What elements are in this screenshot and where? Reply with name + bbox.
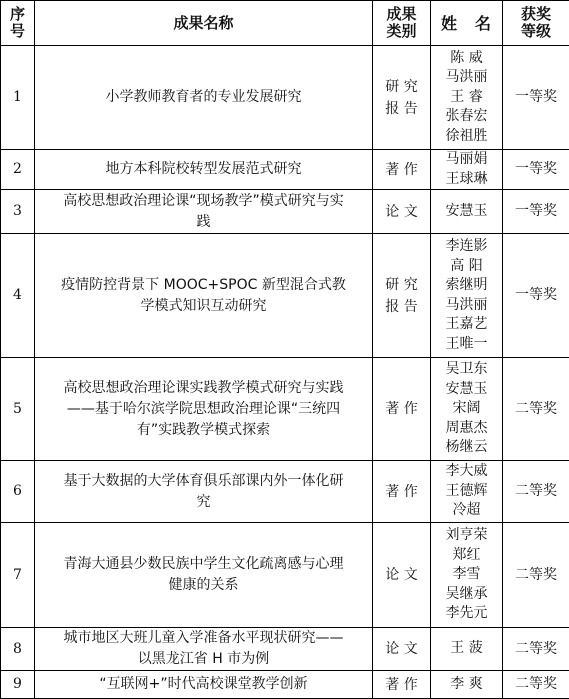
row-title: 青海大通县少数民族中学生文化疏离感与心理健康的关系 (35, 523, 373, 628)
row-award: 二等奖 (503, 671, 569, 699)
row-title: 高校思想政治理论课“现场教学”模式研究与实践 (35, 190, 373, 234)
person-name: 宋阔 (431, 399, 502, 419)
row-people (431, 150, 503, 190)
category-line: 研 究 (373, 274, 430, 296)
person-name: 冷超 (431, 501, 502, 521)
row-title: 地方本科院校转型发展范式研究 (35, 150, 373, 190)
category-line: 著 作 (373, 398, 430, 420)
row-people (431, 461, 503, 523)
person-name: 安慧玉 (431, 380, 502, 400)
table-row (1, 358, 569, 461)
person-name: 刘亨荣 (431, 526, 502, 546)
row-category (373, 358, 431, 461)
row-seq: 8 (1, 628, 35, 671)
table-row (1, 461, 569, 523)
header-category-line-1: 成果 (373, 6, 430, 23)
row-award: 一等奖 (503, 234, 569, 358)
person-name: 索继明 (431, 276, 502, 296)
table-row (1, 150, 569, 190)
row-category (373, 234, 431, 358)
row-award: 二等奖 (503, 628, 569, 671)
row-category (373, 523, 431, 628)
row-title: 疫情防控背景下 MOOC+SPOC 新型混合式教学模式知识互动研究 (35, 234, 373, 358)
person-name: 马丽娟 (431, 150, 502, 170)
row-award: 二等奖 (503, 461, 569, 523)
person-name: 吴卫东 (431, 360, 502, 380)
table-row (1, 190, 569, 234)
person-name: 李先元 (431, 604, 502, 624)
header-category-line-2: 类别 (373, 23, 430, 40)
person-name: 张春宏 (431, 107, 502, 127)
person-name: 郑红 (431, 546, 502, 566)
row-category (373, 150, 431, 190)
row-title: 高校思想政治理论课实践教学模式研究与实践——基于哈尔滨学院思想政治理论课“三统四有”实践教学模式探索 (35, 358, 373, 461)
row-award: 一等奖 (503, 150, 569, 190)
row-people (431, 46, 503, 150)
person-name: 王球琳 (431, 170, 502, 190)
row-seq: 9 (1, 671, 35, 699)
person-name: 王唯一 (431, 335, 502, 355)
row-people (431, 358, 503, 461)
person-name: 李雪 (431, 565, 502, 585)
row-seq: 7 (1, 523, 35, 628)
row-title: “互联网+”时代高校课堂教学创新 (35, 671, 373, 699)
category-line: 著 作 (373, 481, 430, 503)
person-name: 李连影 (431, 237, 502, 257)
person-name: 马洪丽 (431, 68, 502, 88)
person-name: 李大威 (431, 462, 502, 482)
person-name: 徐祖胜 (431, 127, 502, 147)
category-line: 著 作 (373, 674, 430, 696)
table-row (1, 46, 569, 150)
row-category (373, 190, 431, 234)
row-seq: 3 (1, 190, 35, 234)
header-name: 姓 名 (431, 1, 503, 46)
header-title: 成果名称 (35, 1, 373, 46)
table-row (1, 234, 569, 358)
row-title: 小学教师教育者的专业发展研究 (35, 46, 373, 150)
person-name: 周惠杰 (431, 419, 502, 439)
row-seq: 2 (1, 150, 35, 190)
person-name: 安慧玉 (431, 202, 502, 222)
category-line: 论 文 (373, 564, 430, 586)
row-category (373, 46, 431, 150)
row-people (431, 628, 503, 671)
table-body (1, 46, 569, 699)
category-line: 报 告 (373, 296, 430, 318)
person-name: 吴继承 (431, 585, 502, 605)
table-row (1, 523, 569, 628)
header-seq (1, 1, 35, 46)
table-row (1, 671, 569, 699)
header-award-line-1: 获奖 (503, 6, 569, 23)
row-category (373, 628, 431, 671)
row-people (431, 523, 503, 628)
row-award: 二等奖 (503, 523, 569, 628)
person-name: 陈 威 (431, 49, 502, 69)
category-line: 报 告 (373, 98, 430, 120)
person-name: 高 阳 (431, 257, 502, 277)
row-seq: 4 (1, 234, 35, 358)
row-category (373, 671, 431, 699)
person-name: 王嘉艺 (431, 315, 502, 335)
table-row (1, 628, 569, 671)
header-award (503, 1, 569, 46)
header-seq-line-1: 序 (1, 6, 34, 23)
header-category (373, 1, 431, 46)
category-line: 论 文 (373, 201, 430, 223)
person-name: 王德辉 (431, 482, 502, 502)
row-seq: 5 (1, 358, 35, 461)
header-row (1, 1, 569, 46)
header-seq-line-2: 号 (1, 23, 34, 40)
header-award-line-2: 等级 (503, 23, 569, 40)
category-line: 论 文 (373, 638, 430, 660)
person-name: 李 爽 (431, 675, 502, 695)
row-award: 一等奖 (503, 46, 569, 150)
row-award: 一等奖 (503, 190, 569, 234)
row-seq: 1 (1, 46, 35, 150)
row-seq: 6 (1, 461, 35, 523)
row-category (373, 461, 431, 523)
person-name: 杨继云 (431, 438, 502, 458)
row-award: 二等奖 (503, 358, 569, 461)
row-people (431, 190, 503, 234)
person-name: 王 菠 (431, 639, 502, 659)
person-name: 王 睿 (431, 88, 502, 108)
row-people (431, 671, 503, 699)
person-name: 马洪丽 (431, 296, 502, 316)
category-line: 研 究 (373, 76, 430, 98)
row-title: 城市地区大班儿童入学准备水平现状研究——以黑龙江省 H 市为例 (35, 628, 373, 671)
category-line: 著 作 (373, 159, 430, 181)
row-title: 基于大数据的大学体育俱乐部课内外一体化研究 (35, 461, 373, 523)
row-people (431, 234, 503, 358)
